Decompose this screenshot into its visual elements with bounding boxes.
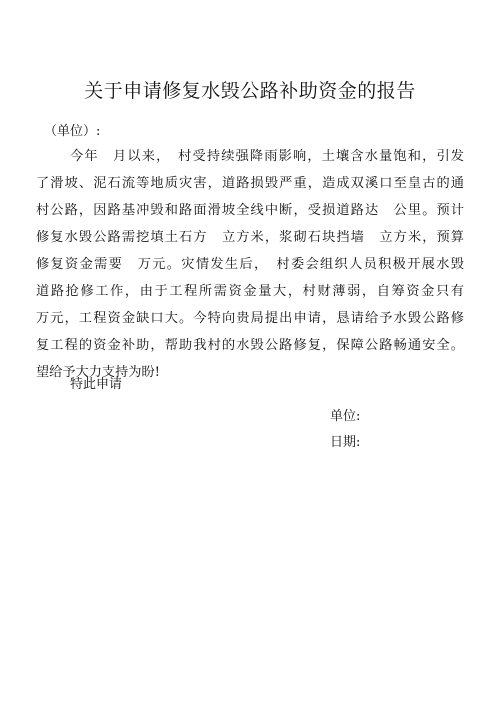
body-line: 望给予大力支持为盼! <box>36 365 160 380</box>
signature-date: 日期: <box>330 435 361 450</box>
closing-phrase: 特此申请 <box>70 377 123 392</box>
body-line: 修复水毁公路需挖填土石方 立方米，浆砌石块挡墙 立方米，预算 <box>36 230 464 245</box>
body-line: 万元，工程资金缺口大。今特向贵局提出申请，恳请给予水毁公路修 <box>36 311 464 326</box>
recipient-line: （单位）: <box>44 124 101 139</box>
signature-unit: 单位: <box>330 409 361 424</box>
body-line: 今年 月以来， 村受持续强降雨影响，土壤含水量饱和，引发 <box>70 149 464 164</box>
body-line: 道路抢修工作，由于工程所需资金量大，村财薄弱，自筹资金只有 <box>36 284 464 299</box>
body-line: 复工程的资金补助，帮助我村的水毁公路修复，保障公路畅通安全。 <box>36 338 464 353</box>
body-line: 村公路，因路基冲毁和路面滑坡全线中断，受损道路达 公里。预计 <box>36 203 464 218</box>
body-paragraph <box>36 143 464 386</box>
body-line: 了滑坡、泥石流等地质灾害，道路损毁严重，造成双溪口至皇古的通 <box>36 176 464 191</box>
document-title: 关于申请修复水毁公路补助资金的报告 <box>84 80 416 102</box>
body-line: 修复资金需要 万元。灾情发生后， 村委会组织人员积极开展水毁 <box>36 257 464 272</box>
